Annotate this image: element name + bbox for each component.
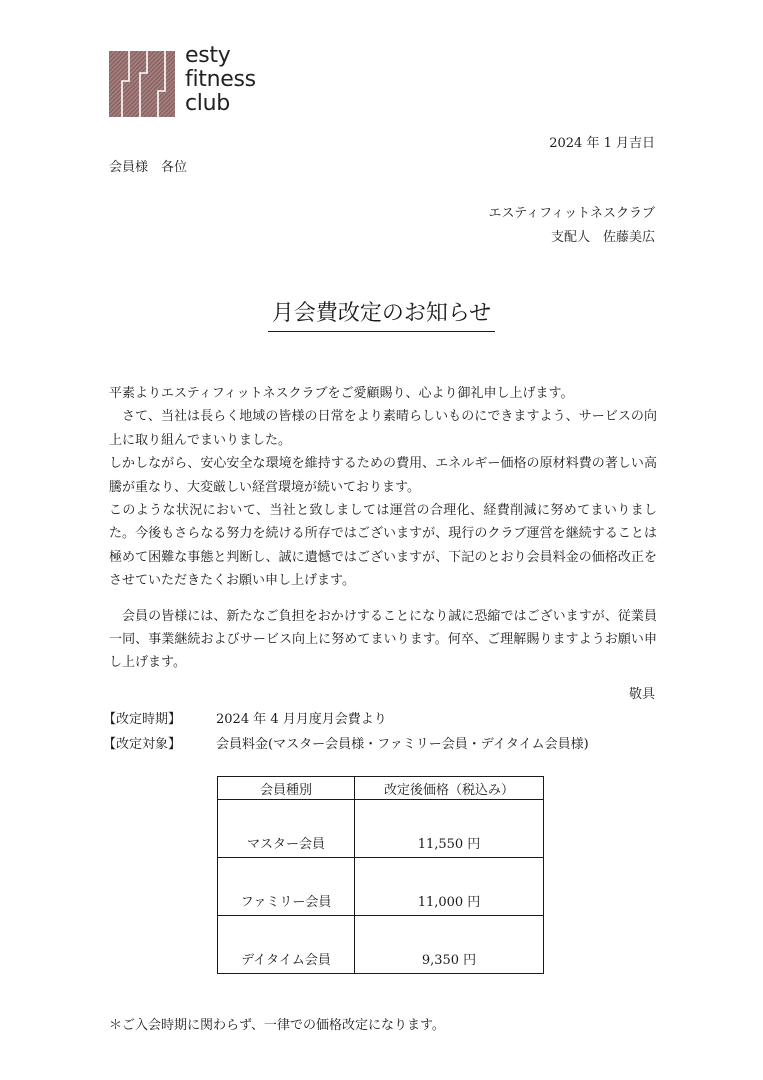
membership-type-cell: デイタイム会員 [218, 916, 355, 974]
body-paragraph-intro: さて、当社は長らく地域の皆様の日常をより素晴らしいものにできますよう、サービスの向上に取り組んでまいりました。 [109, 409, 657, 448]
sender-company: エスティフィットネスクラブ [488, 206, 655, 221]
price-cell: 11,550 円 [355, 800, 544, 858]
table-row [218, 916, 544, 974]
revision-target-value: 会員料金(マスター会員様・ファミリー会員・デイタイム会員様) [216, 737, 589, 752]
recipient: 会員様 各位 [109, 160, 188, 175]
body-paragraph-reason: しかしながら、安心安全な環境を維持するための費用、エネルギー価格の原材料費の著しい高騰が重なり、大変厳しい経営環境が続いております。 [109, 456, 657, 495]
table-header-row [218, 777, 544, 800]
price-cell: 9,350 円 [355, 916, 544, 974]
document-date: 2024 年 1 月吉日 [549, 136, 655, 151]
revision-target-label: 【改定対象】 [103, 737, 182, 752]
esty-logo-mark-icon [109, 51, 175, 117]
logo-word-club: club [185, 91, 230, 116]
body-paragraph-greeting: 平素よりエスティフィットネスクラブをご愛顧賜り、心より御礼申し上げます。 [109, 386, 574, 401]
table-header-price: 改定後価格（税込み） [355, 777, 544, 800]
membership-type-cell: ファミリー会員 [218, 858, 355, 916]
body-paragraph-apology: 会員の皆様には、新たなご負担をおかけすることになり誠に恐縮ではございますが、従業員一同、事業継続およびサービス向上に努めてまいります。何卒、ご理解賜りますようお願い申し上げます。 [109, 608, 657, 671]
body-paragraph-decision: このような状況において、当社と致しましては運営の合理化、経費削減に努めてまいりました。今後もさらなる努力を続ける所存ではございますが、現行のクラブ運営を継続することは極めて困難な事態と判断し、誠に遺憾ではございますが、下記のとおり会員料金の価格改正をさせていただきたくお願い申し上げます。 [109, 503, 657, 589]
revision-period-value: 2024 年 4 月月度月会費より [216, 712, 387, 727]
logo-word-fitness: fitness [185, 67, 256, 92]
membership-type-cell: マスター会員 [218, 800, 355, 858]
table-row [218, 858, 544, 916]
sender-block [488, 202, 655, 250]
logo-wordmark [185, 44, 256, 116]
page-title-wrapper [0, 296, 763, 332]
fee-table [217, 776, 544, 974]
logo-word-esty: esty [185, 43, 231, 68]
footnote: ＊ご入会時期に関わらず、一律での価格改定になります。 [109, 1018, 445, 1033]
table-row [218, 800, 544, 858]
closing-word: 敬具 [628, 687, 655, 702]
table-header-type: 会員種別 [218, 777, 355, 800]
letter-body [109, 382, 657, 675]
price-cell: 11,000 円 [355, 858, 544, 916]
page-title: 月会費改定のお知らせ [268, 296, 495, 332]
revision-period-row [103, 708, 387, 727]
sender-manager: 支配人 佐藤美広 [550, 230, 655, 245]
revision-period-label: 【改定時期】 [103, 712, 182, 727]
revision-target-row [103, 733, 589, 752]
